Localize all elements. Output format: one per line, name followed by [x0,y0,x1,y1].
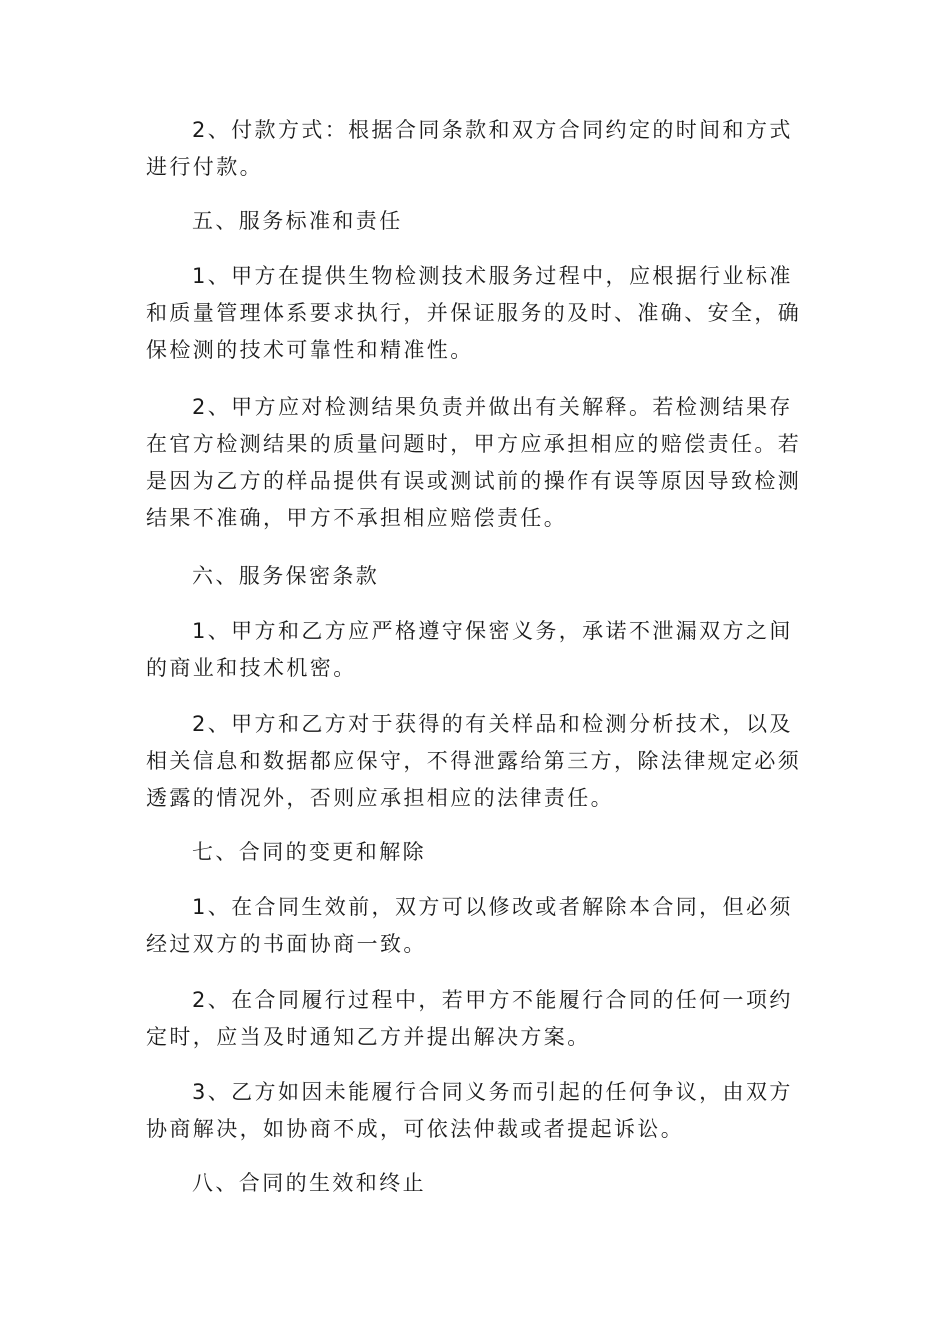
section-heading-5: 五、服务标准和责任 [192,209,403,233]
paragraph-payment-method: 2、付款方式：根据合同条款和双方合同约定的时间和方式进行付款。 [146,118,793,179]
section-heading-6: 六、服务保密条款 [192,564,380,588]
paragraph-5-2: 2、甲方应对检测结果负责并做出有关解释。若检测结果存在官方检测结果的质量问题时，甲方应承担相应的赔偿责任。若是因为乙方的样品提供有误或测试前的操作有误等原因导致检测结果不准确，甲方不承担相应赔偿责任。 [146,395,802,530]
section-heading-8: 八、合同的生效和终止 [192,1171,426,1195]
paragraph-5-1: 1、甲方在提供生物检测技术服务过程中，应根据行业标准和质量管理体系要求执行，并保证服务的及时、准确、安全，确保检测的技术可靠性和精准性。 [146,264,802,362]
paragraph-6-1: 1、甲方和乙方应严格遵守保密义务，承诺不泄漏双方之间的商业和技术机密。 [146,619,793,680]
paragraph-7-2: 2、在合同履行过程中，若甲方不能履行合同的任何一项约定时，应当及时通知乙方并提出解决方案。 [146,988,793,1049]
paragraph-6-2: 2、甲方和乙方对于获得的有关样品和检测分析技术，以及相关信息和数据都应保守，不得泄露给第三方，除法律规定必须透露的情况外，否则应承担相应的法律责任。 [146,712,802,810]
paragraph-7-3: 3、乙方如因未能履行合同义务而引起的任何争议，由双方协商解决，如协商不成，可依法仲裁或者提起诉讼。 [146,1080,793,1141]
paragraph-7-1: 1、在合同生效前，双方可以修改或者解除本合同，但必须经过双方的书面协商一致。 [146,895,793,956]
section-heading-7: 七、合同的变更和解除 [192,840,426,864]
